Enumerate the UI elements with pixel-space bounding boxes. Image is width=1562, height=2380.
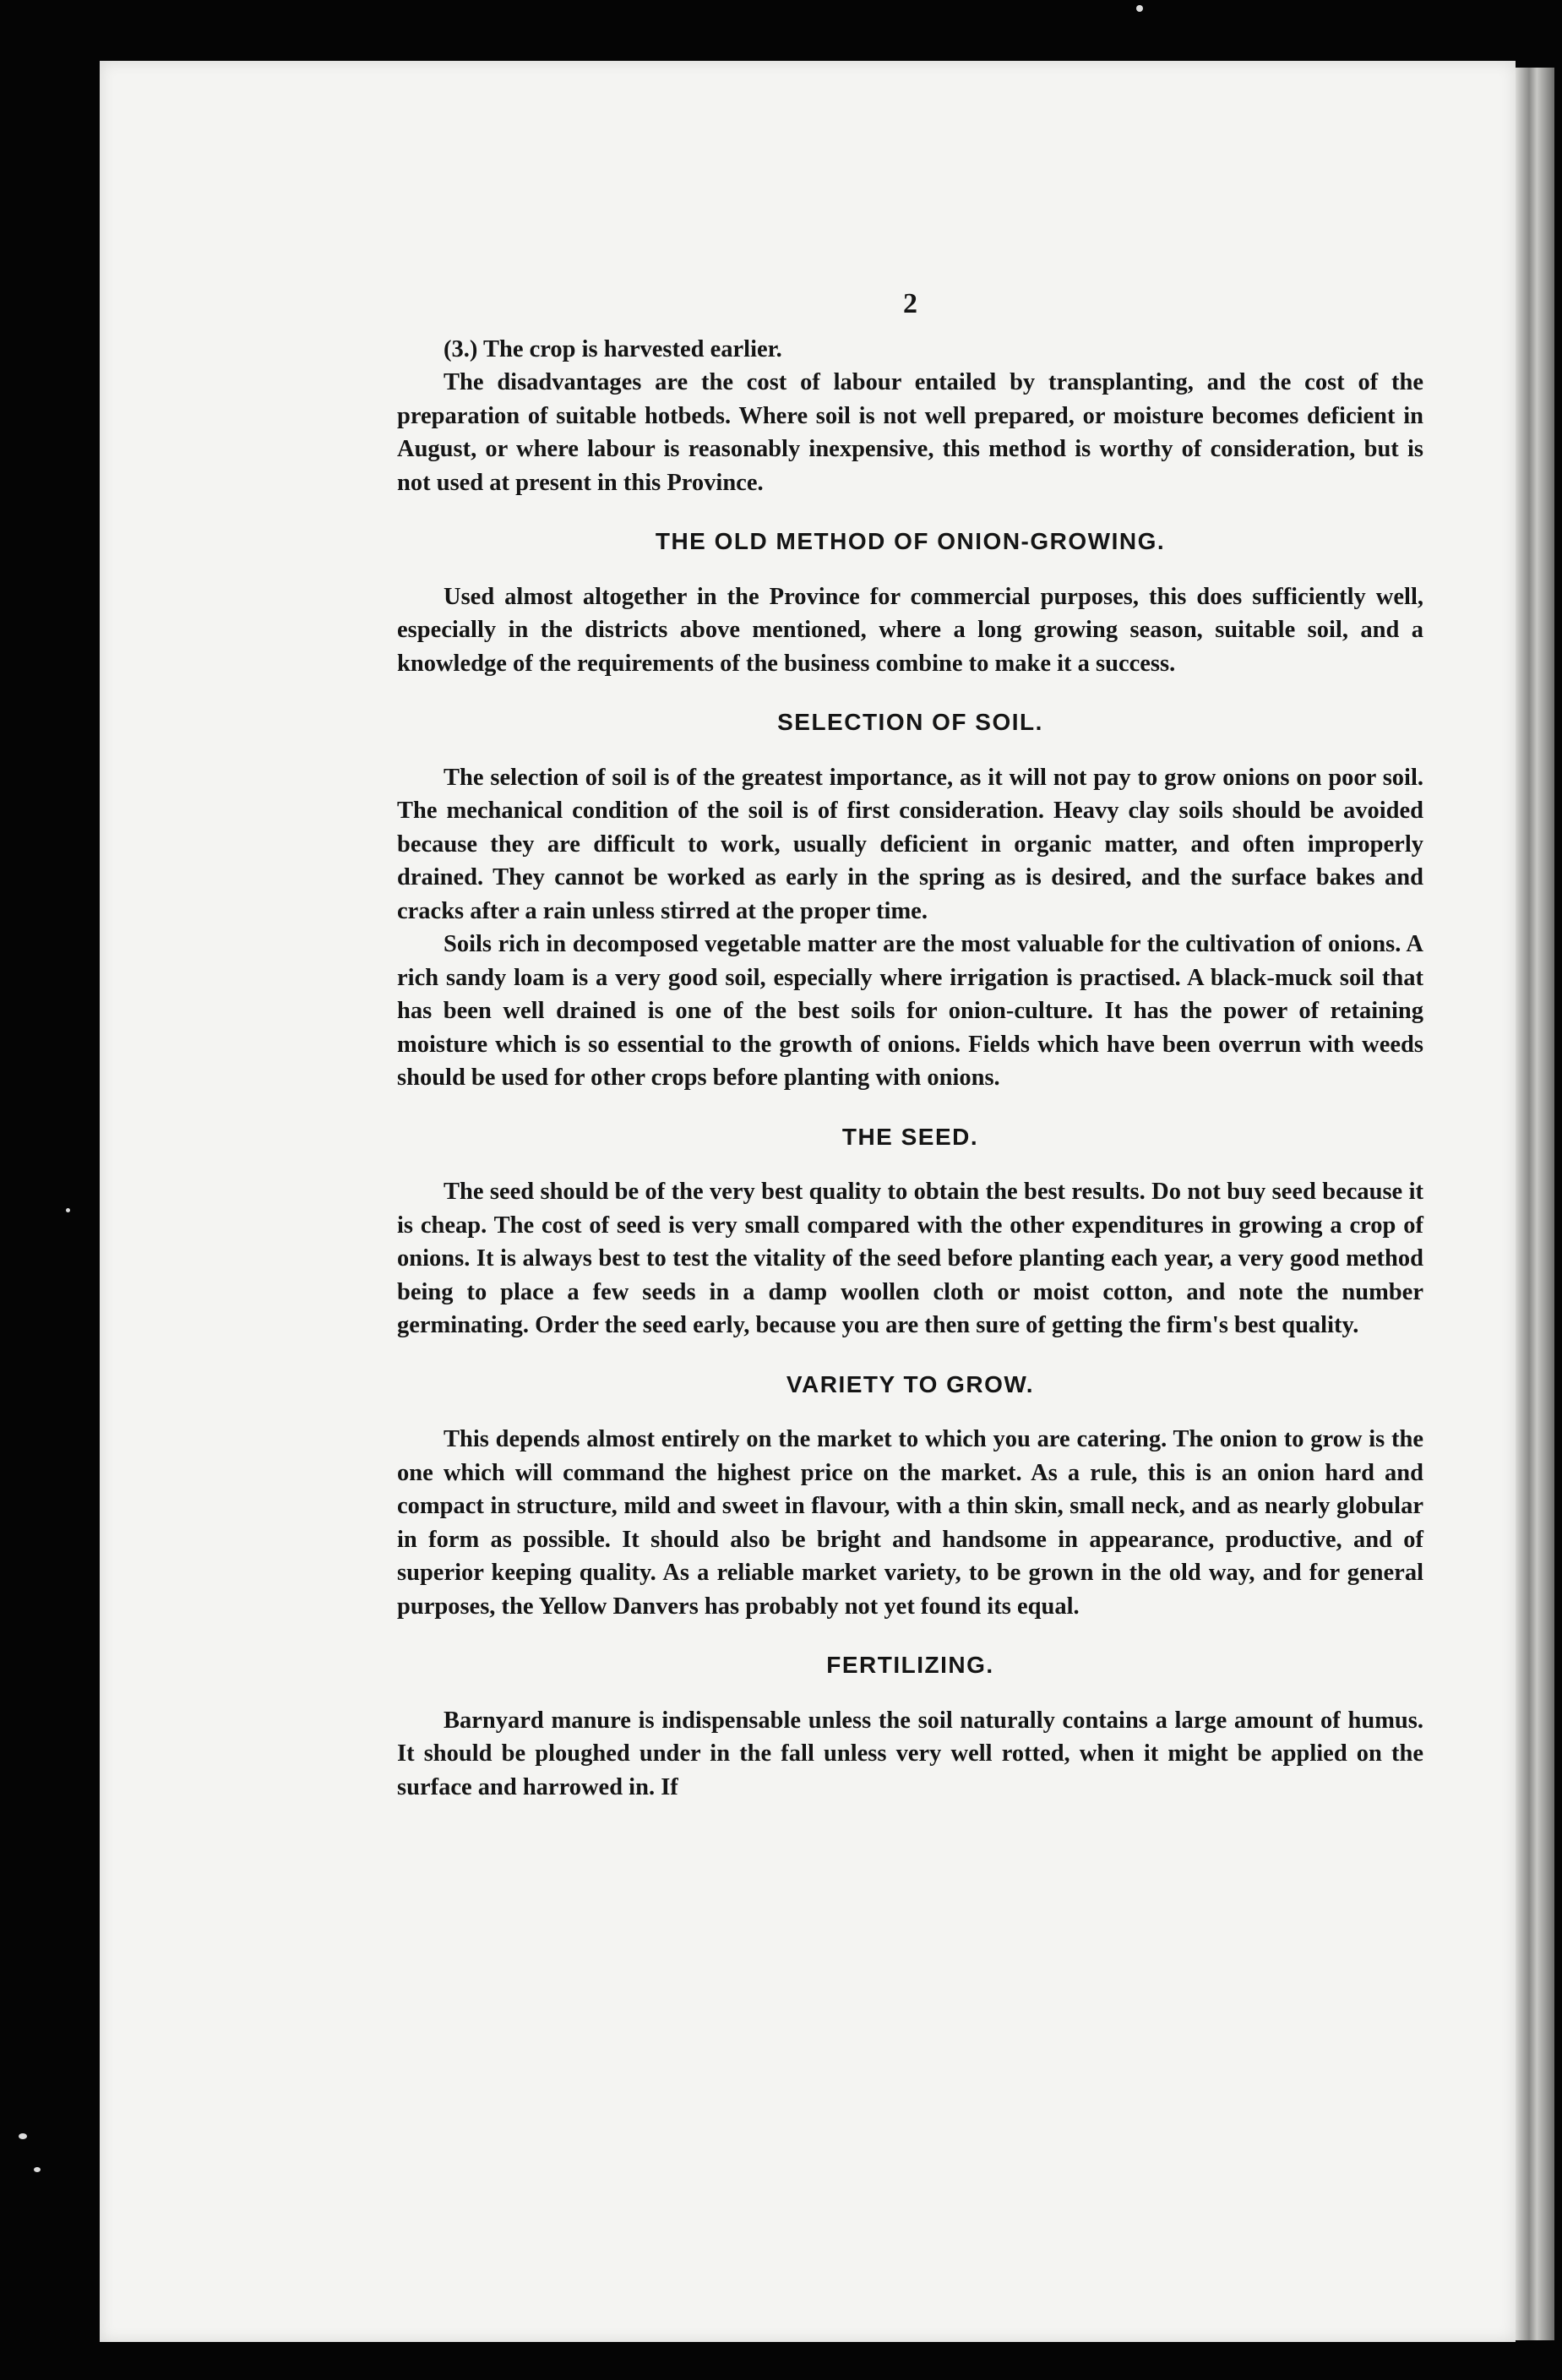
page-edge-shadow (1516, 68, 1554, 2340)
intro-disadvantages-paragraph: The disadvantages are the cost of labour entailed by transplanting, and the cost of the preparation of suitable hotbeds. Where soil is not well prepared, or moisture becomes deficient in August, or where labour is reasonably inexpensive, this method is worthy of consideration, but is not used at present in this Province. (397, 369, 1423, 496)
variety-paragraph: This depends almost entirely on the market to which you are catering. The onion to grow is the one which will command the highest price on the market. As a rule, this is an onion hard and compact in structure, mild and sweet in flavour, with a thin skin, small neck, and as nearly globular in form as possible. It should also be bright and handsome in appearance, productive, and of superior keeping quality. As a reliable market variety, to be grown in the old way, and for general purposes, the Yellow Danvers has probably not yet found its equal. (397, 1426, 1423, 1620)
page-content (397, 287, 1423, 1804)
soil-paragraph-1: The selection of soil is of the greatest importance, as it will not pay to grow onions on poor soil. The mechanical condition of the soil is of first consideration. Heavy clay soils should be avoided because they are difficult to work, usually deficient in organic matter, and often improperly drained. They cannot be worked as early in the spring as is desired, and the surface bakes and cracks after a rain unless stirred at the proper time. (397, 764, 1423, 924)
page-number: 2 (903, 288, 917, 319)
scan-speck (66, 1208, 70, 1212)
intro-item-3: (3.) The crop is harvested earlier. (444, 335, 782, 362)
heading-variety-to-grow: VARIETY TO GROW. (786, 1370, 1035, 1397)
soil-paragraph-2: Soils rich in decomposed vegetable matter are the most valuable for the cultivation of onions. A rich sandy loam is a very good soil, especially where irrigation is practised. A black-muck soil that has been well drained is one of the best soils for onion-culture. It has the power of retaining moisture which is so essential to the growth of onions. Fields which have been overrun with weeds should be used for other crops before planting with onions. (397, 931, 1423, 1091)
scan-speck (1136, 5, 1143, 12)
scan-speck (34, 2167, 41, 2172)
heading-old-method: THE OLD METHOD OF ONION-GROWING. (655, 528, 1166, 554)
fertilizing-paragraph: Barnyard manure is indispensable unless the soil naturally contains a large amount of humus. It should be ploughed under in the fall unless very well rotted, when it might be applied on the surface and harrowed in. If (397, 1707, 1423, 1800)
scan-speck (19, 2133, 27, 2139)
seed-paragraph: The seed should be of the very best quality to obtain the best results. Do not buy seed because it is cheap. The cost of seed is very small compared with the other expenditures in growing a crop of onions. It is always best to test the vitality of the seed before planting each year, a very good method being to place a few seeds in a damp woollen cloth or moist cotton, and note the number germinating. Order the seed early, because you are then sure of getting the firm's best quality. (397, 1179, 1423, 1338)
heading-selection-of-soil: SELECTION OF SOIL. (777, 709, 1043, 735)
heading-the-seed: THE SEED. (841, 1123, 979, 1150)
heading-fertilizing: FERTILIZING. (826, 1652, 994, 1678)
old-method-paragraph: Used almost altogether in the Province for commercial purposes, this does sufficiently well, especially in the districts above mentioned, where a long growing season, suitable soil, and a knowledge of the requirements of the business combine to make it a success. (397, 583, 1423, 677)
